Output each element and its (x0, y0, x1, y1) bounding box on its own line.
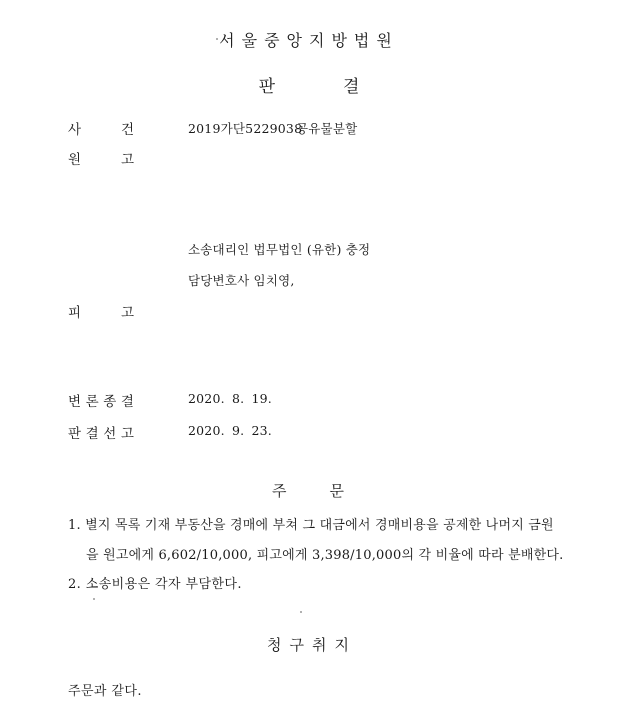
hearing-end-label: 변 론 종 결 (68, 394, 134, 410)
scan-speck (216, 38, 218, 40)
claim-heading: 청 구 취 지 (267, 636, 349, 654)
order-heading: 주 문 (272, 482, 344, 500)
plaintiff-attorney: 담당변호사 임치영, (188, 273, 295, 288)
document-title: 판결 (258, 77, 428, 97)
order-item-1-line-1: 1. 별지 목록 기재 부동산을 경매에 부쳐 그 대금에서 경매비용을 공제한 나머지 금원 (68, 518, 554, 533)
claim-text: 주문과 같다. (68, 684, 142, 699)
ruling-date: 2020. 9. 23. (188, 423, 272, 438)
court-name: 서울중앙지방법원 (219, 31, 399, 50)
order-item-1-line-2: 을 원고에게 6,602/10,000, 피고에게 3,398/10,000의 각 비율에 따라 분배한다. (86, 548, 564, 563)
hearing-end-date: 2020. 8. 19. (188, 391, 272, 406)
case-number: 2019가단5229038 (188, 121, 303, 136)
case-label: 사 건 (68, 122, 134, 138)
scan-speck (93, 598, 95, 600)
plaintiff-label: 원 고 (68, 152, 134, 168)
scan-speck (300, 611, 302, 613)
case-name: 공유물분할 (296, 121, 358, 136)
ruling-label: 판 결 선 고 (68, 426, 134, 442)
plaintiff-representative: 소송대리인 법무법인 (유한) 충정 (188, 242, 371, 257)
order-item-2: 2. 소송비용은 각자 부담한다. (68, 577, 242, 592)
defendant-label: 피 고 (68, 305, 134, 321)
